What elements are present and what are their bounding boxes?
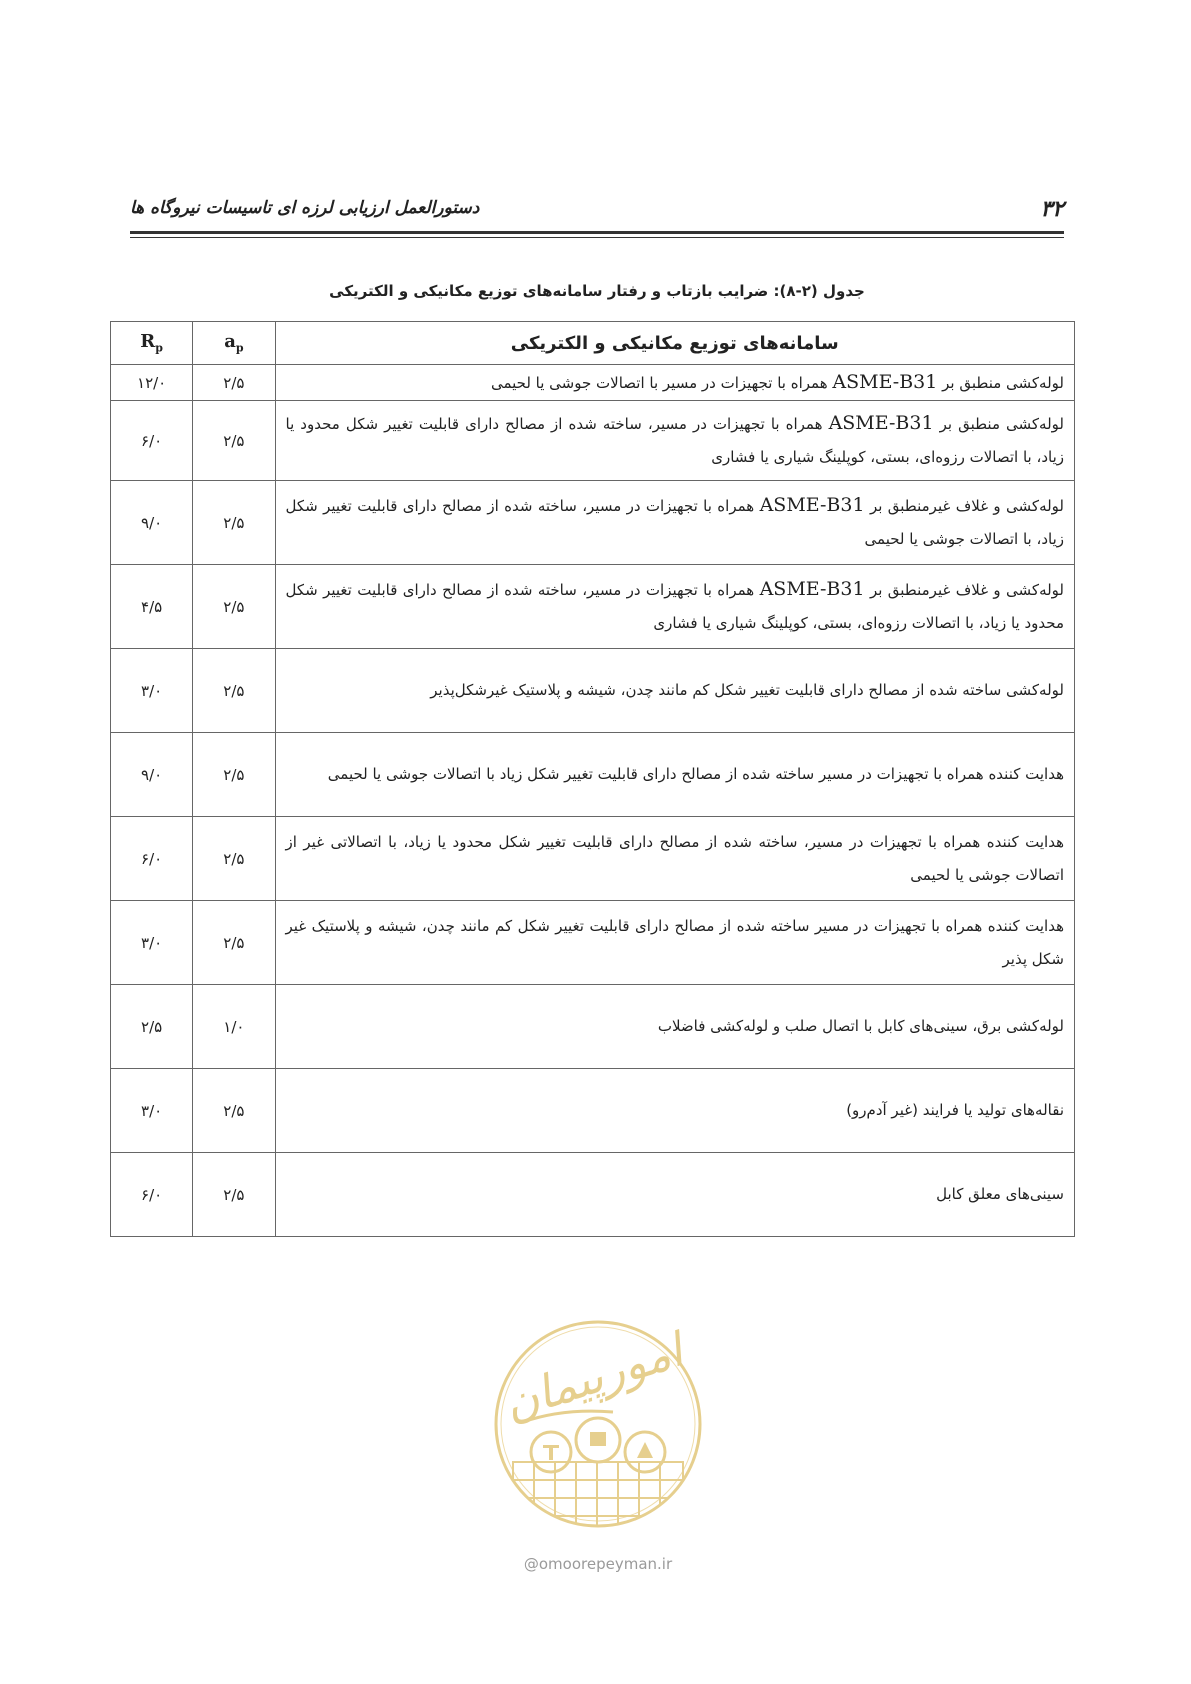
table-caption: جدول (۲-۸): ضرایب بازتاب و رفتار سامانه‌های توزیع مکانیکی و الکتریکی: [329, 282, 865, 300]
row-rp: ۳/۰: [111, 901, 193, 985]
row-rp: ۶/۰: [111, 817, 193, 901]
table-row: [111, 817, 1075, 901]
row-rp: ۲/۵: [111, 985, 193, 1069]
row-rp: ۹/۰: [111, 481, 193, 565]
row-ap: ۲/۵: [193, 817, 275, 901]
row-description: لوله‌کشی و غلاف غیرمنطبق بر ASME-B31 همراه با تجهیزات در مسیر، ساخته شده از مصالح دارای قابلیت تغییر شکل محدود یا زیاد، با اتصالات رزوه‌ای، بستی، کوپلینگ شیاری یا فشاری: [275, 565, 1074, 649]
row-description: لوله‌کشی ساخته شده از مصالح دارای قابلیت تغییر شکل کم مانند چدن، شیشه و پلاستیک غیرشکل‌پذیر: [275, 649, 1074, 733]
table-row: [111, 649, 1075, 733]
row-rp: ۴/۵: [111, 565, 193, 649]
row-ap: ۲/۵: [193, 1153, 275, 1237]
row-ap: ۲/۵: [193, 733, 275, 817]
header-rule-thin: [130, 237, 1064, 238]
row-rp: ۶/۰: [111, 1153, 193, 1237]
row-description: لوله‌کشی و غلاف غیرمنطبق بر ASME-B31 همراه با تجهیزات در مسیر، ساخته شده از مصالح دارای قابلیت تغییر شکل زیاد، با اتصالات جوشی یا لحیمی: [275, 481, 1074, 565]
row-description: نقاله‌های تولید یا فرایند (غیر آدم‌رو): [275, 1069, 1074, 1153]
seal-text: امورپیمان: [496, 1322, 690, 1431]
table-row: [111, 481, 1075, 565]
row-rp: ۶/۰: [111, 401, 193, 481]
row-rp: ۹/۰: [111, 733, 193, 817]
row-description: لوله‌کشی منطبق بر ASME-B31 همراه با تجهیزات در مسیر با اتصالات جوشی یا لحیمی: [275, 365, 1074, 401]
table-row: [111, 985, 1075, 1069]
page-header: [130, 196, 1064, 224]
row-rp: ۳/۰: [111, 1069, 193, 1153]
table-row: [111, 1153, 1075, 1237]
watermark-website: @omoorepeyman.ir: [523, 1555, 673, 1573]
table-row: [111, 565, 1075, 649]
header-rp: $R_p$: [111, 322, 193, 365]
row-ap: ۱/۰: [193, 985, 275, 1069]
row-description: هدایت کننده همراه با تجهیزات در مسیر ساخته شده از مصالح دارای قابلیت تغییر شکل کم مانند چدن، شیشه و پلاستیک غیر شکل پذیر: [275, 901, 1074, 985]
row-description: سینی‌های معلق کابل: [275, 1153, 1074, 1237]
header-description: سامانه‌های توزیع مکانیکی و الکتریکی: [275, 322, 1074, 365]
row-ap: ۲/۵: [193, 365, 275, 401]
table-header-row: [111, 322, 1075, 365]
row-description: لوله‌کشی برق، سینی‌های کابل با اتصال صلب و لوله‌کشی فاضلاب: [275, 985, 1074, 1069]
header-rule-thick: [130, 231, 1064, 234]
row-description: هدایت کننده همراه با تجهیزات در مسیر، ساخته شده از مصالح دارای قابلیت تغییر شکل محدود یا زیاد، با اتصالاتی غیر از اتصالات جوشی یا لحیمی: [275, 817, 1074, 901]
table-row: [111, 733, 1075, 817]
row-rp: ۱۲/۰: [111, 365, 193, 401]
table-row: [111, 901, 1075, 985]
watermark-seal: [493, 1312, 703, 1542]
table-row: [111, 1069, 1075, 1153]
row-description: هدایت کننده همراه با تجهیزات در مسیر ساخته شده از مصالح دارای قابلیت تغییر شکل زیاد با اتصالات جوشی یا لحیمی: [275, 733, 1074, 817]
row-ap: ۲/۵: [193, 565, 275, 649]
row-ap: ۲/۵: [193, 1069, 275, 1153]
table-row: [111, 365, 1075, 401]
row-rp: ۳/۰: [111, 649, 193, 733]
row-ap: ۲/۵: [193, 481, 275, 565]
row-ap: ۲/۵: [193, 901, 275, 985]
header-ap: $a_p$: [193, 322, 275, 365]
row-ap: ۲/۵: [193, 401, 275, 481]
page-number: ۳۲: [1040, 196, 1064, 222]
coefficients-table: [110, 321, 1075, 1237]
running-title: دستورالعمل ارزیابی لرزه ای تاسیسات نیروگاه ها: [130, 198, 480, 218]
row-ap: ۲/۵: [193, 649, 275, 733]
table-row: [111, 401, 1075, 481]
row-description: لوله‌کشی منطبق بر ASME-B31 همراه با تجهیزات در مسیر، ساخته شده از مصالح دارای قابلیت تغییر شکل محدود یا زیاد، با اتصالات رزوه‌ای، بستی، کوپلینگ شیاری یا فشاری: [275, 401, 1074, 481]
